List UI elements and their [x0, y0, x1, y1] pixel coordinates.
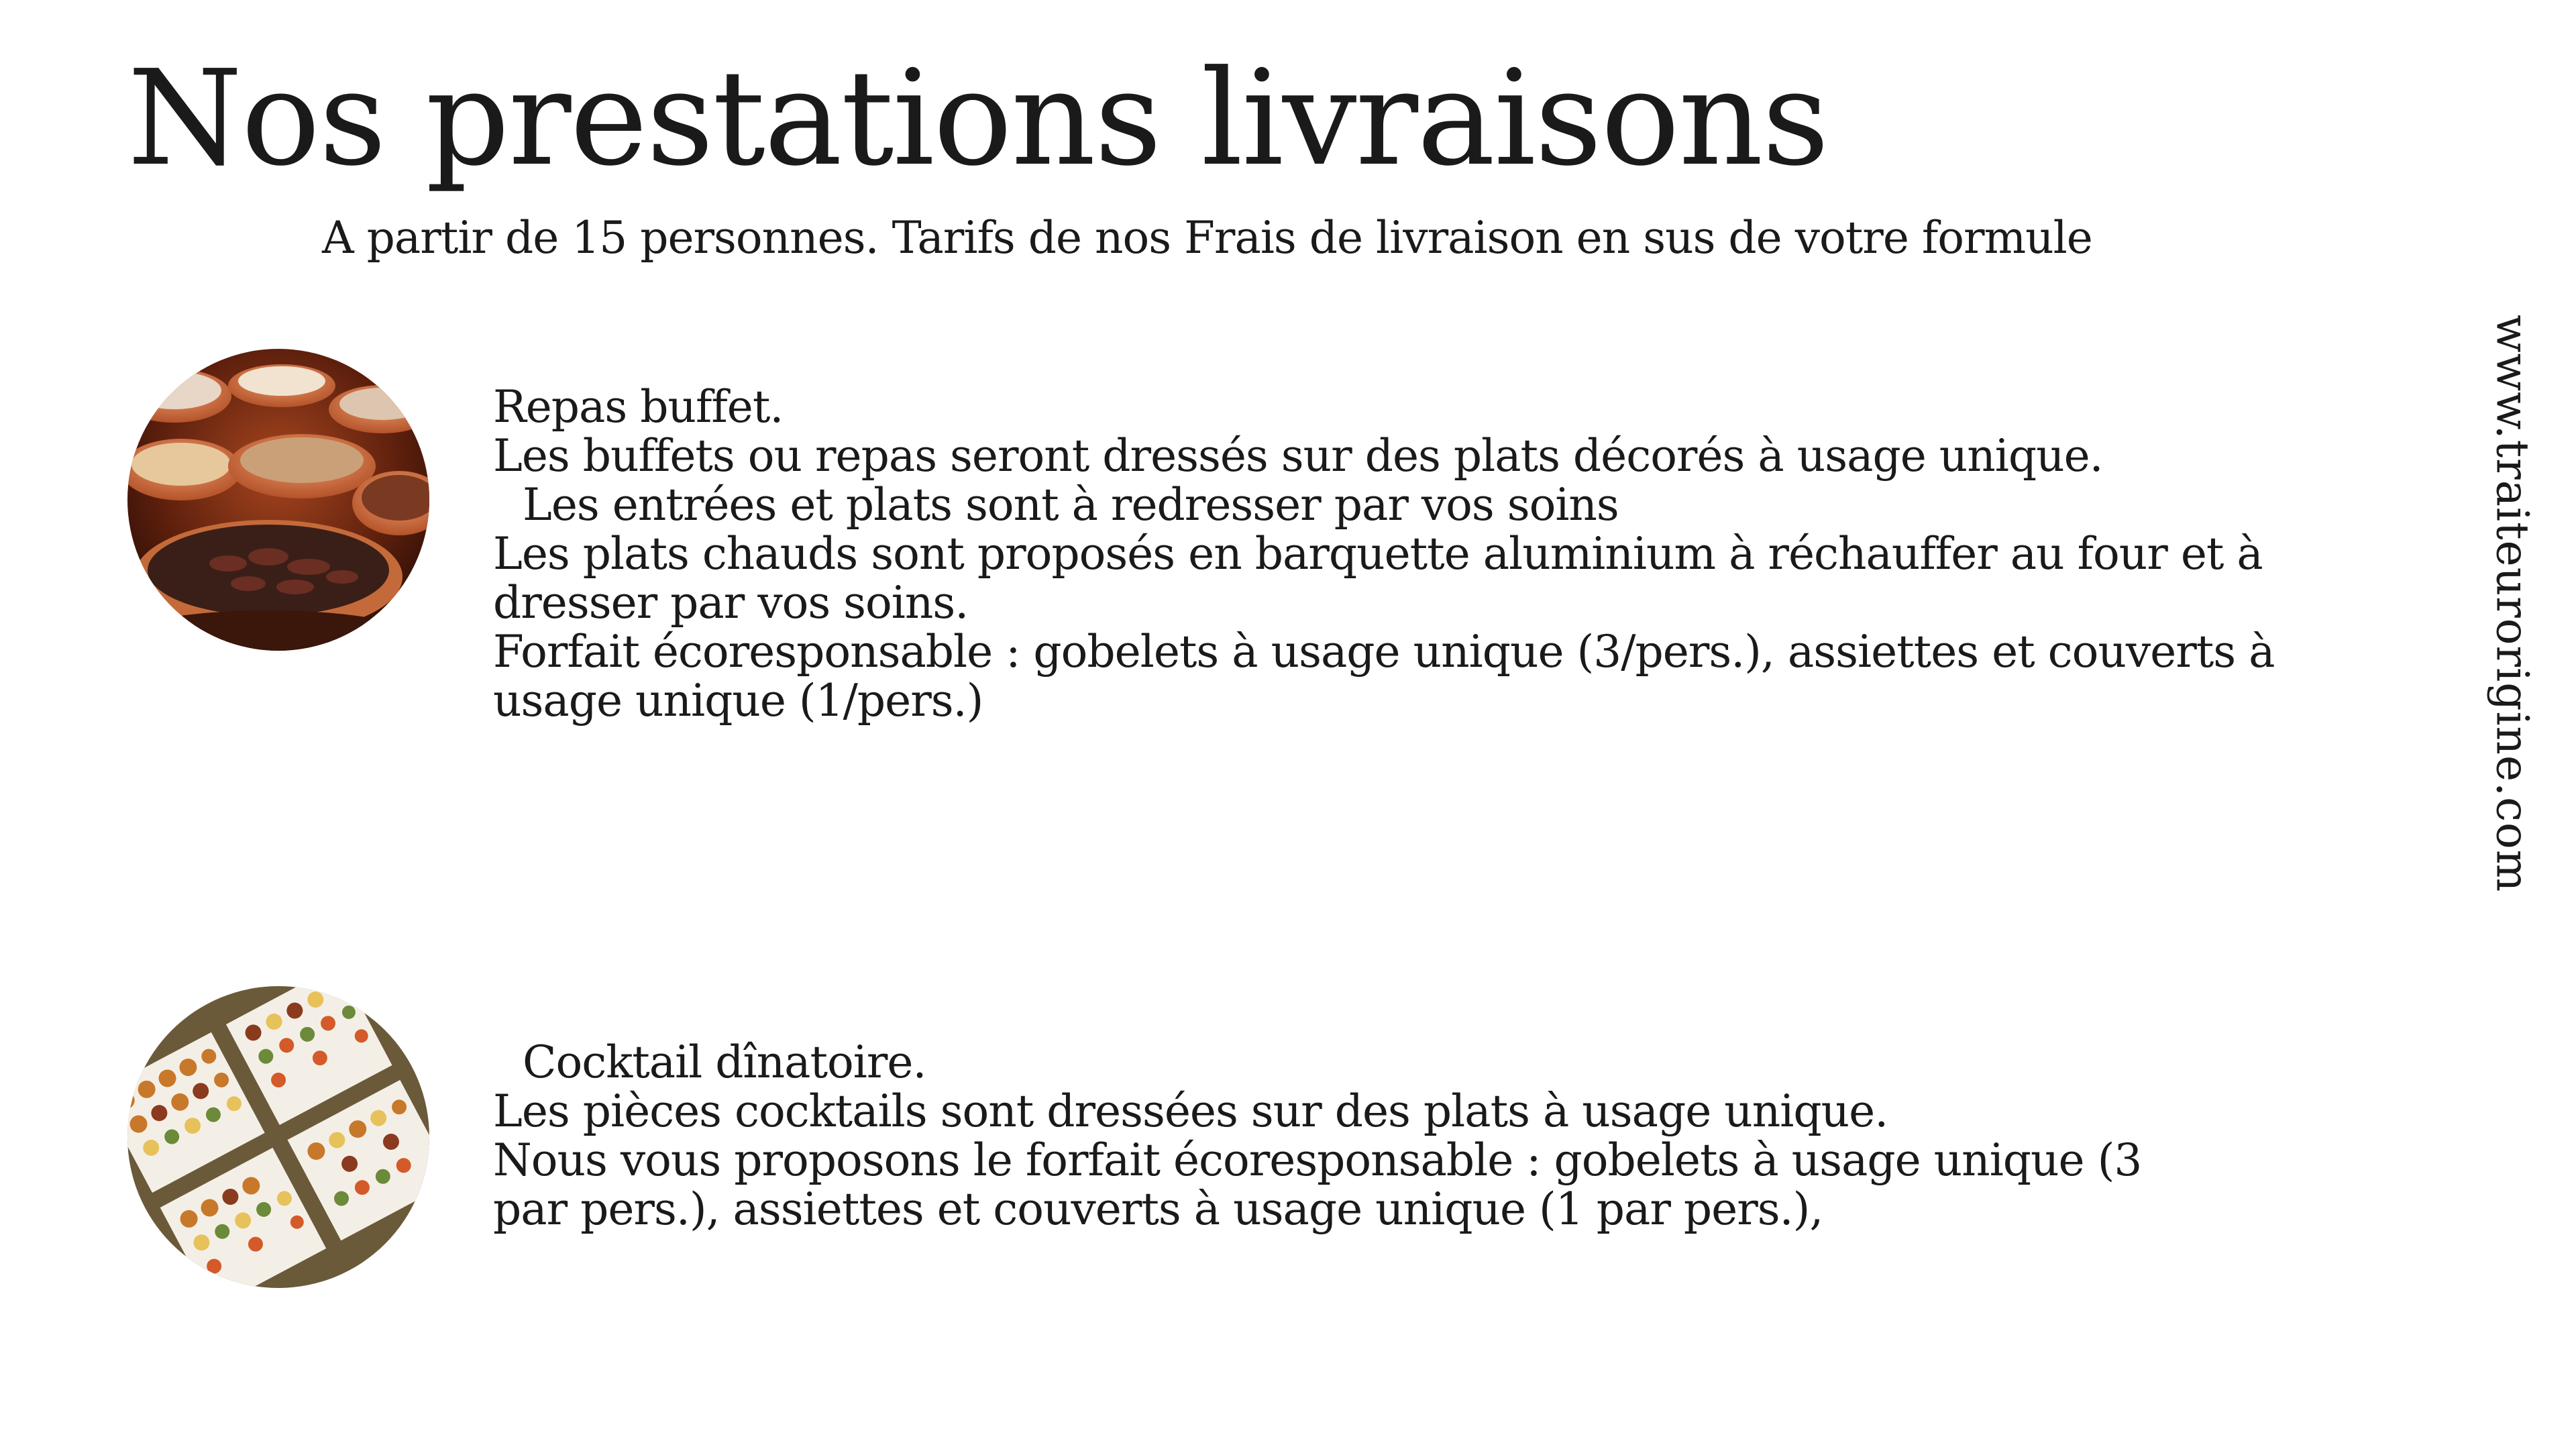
website-url[interactable]: www.traiteurorigine.com	[2486, 315, 2538, 893]
buffet-description	[493, 382, 2284, 725]
cocktail-photo	[127, 986, 429, 1288]
cocktail-heading: Cocktail dînatoire.	[523, 1036, 926, 1088]
website-url-container	[2469, 309, 2556, 899]
page-title: Nos prestations livraisons	[127, 42, 1829, 195]
cocktail-line: Les pièces cocktails sont dressées sur des plats à usage unique.	[493, 1085, 1888, 1137]
buffet-dishes-icon	[127, 349, 429, 651]
buffet-line: Les buffets ou repas seront dressés sur des plats décorés à usage unique.	[493, 430, 2103, 482]
buffet-line: Forfait écoresponsable : gobelets à usage unique (3/pers.), assiettes et couverts à usage unique (1/pers.)	[493, 626, 2275, 727]
page-subtitle: A partir de 15 personnes. Tarifs de nos Frais de livraison en sus de votre formule	[322, 212, 2092, 264]
buffet-heading: Repas buffet.	[493, 381, 784, 433]
buffet-line: Les plats chauds sont proposés en barquette aluminium à réchauffer au four et à dresser par vos soins.	[493, 528, 2263, 629]
cocktail-description	[493, 1038, 2284, 1234]
buffet-photo	[127, 349, 429, 651]
buffet-line: Les entrées et plats sont à redresser par vos soins	[523, 479, 1619, 531]
cocktail-pieces-icon	[127, 986, 429, 1288]
cocktail-line: Nous vous proposons le forfait écoresponsable : gobelets à usage unique (3 par pers.), assiettes et couverts à usage unique (1 par pers.),	[493, 1134, 2142, 1235]
